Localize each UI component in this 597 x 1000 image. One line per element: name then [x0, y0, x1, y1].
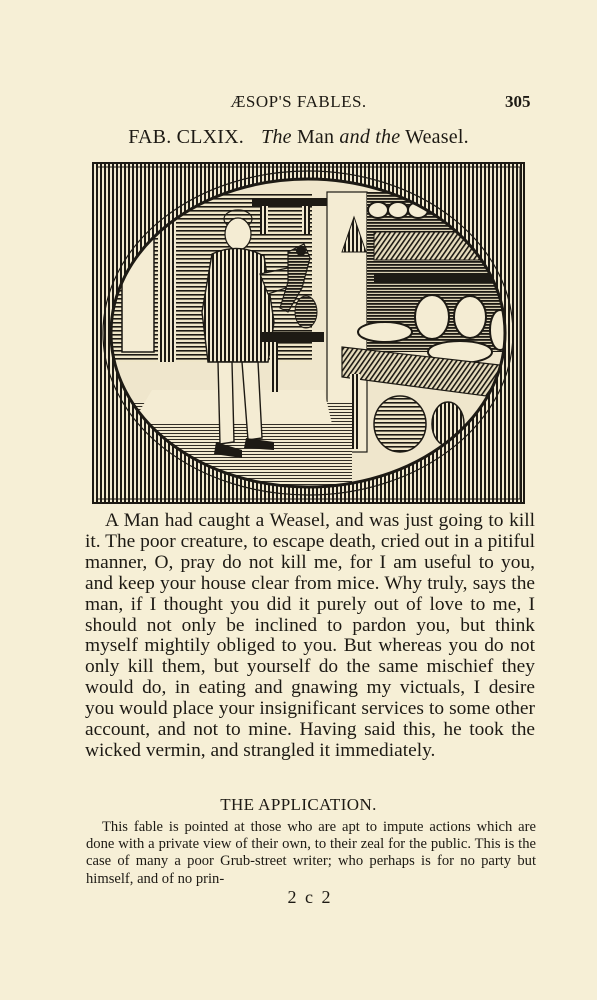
woodcut-illustration [92, 162, 525, 504]
fable-title-word: Man [296, 126, 335, 148]
page-number: 305 [505, 92, 531, 111]
fable-title-word: Weasel. [405, 126, 469, 148]
running-title: ÆSOP'S FABLES. [230, 92, 367, 111]
fable-title-word: and [339, 126, 371, 148]
running-head [0, 92, 597, 114]
fable-title-word: the [375, 126, 401, 148]
fable-number: FAB. CLXIX. [128, 126, 244, 148]
fable-heading [0, 126, 597, 149]
application-heading: THE APPLICATION. [220, 795, 377, 814]
application-text: This fable is pointed at those who are apt to impute actions which are done with a private view of their own, to their zeal for the public. This is the case of many a poor Grub-street writer; who perhaps is for no party but himself, and of no prin- [86, 819, 536, 887]
signature-mark: 2 c 2 [287, 887, 333, 907]
fable-text: A Man had caught a Weasel, and was just going to kill it. The poor creature, to escape death, cried out in a pitiful manner, O, pray do not kill me, for I am useful to you, and keep your house clear from mice. Why truly, says the man, if I thought you did it purely out of love to me, I should not only be inclined to pardon you, but think myself mightily obliged to you. But whereas you do not only kill them, but yourself do the same mischief they would do, in eating and gnawing my victuals, I desire you would place your insignificant services to some other account, and not to mine. Having said this, he took the wicked vermin, and strangled it immediately. [85, 510, 535, 761]
fable-title-word: The [261, 126, 292, 148]
